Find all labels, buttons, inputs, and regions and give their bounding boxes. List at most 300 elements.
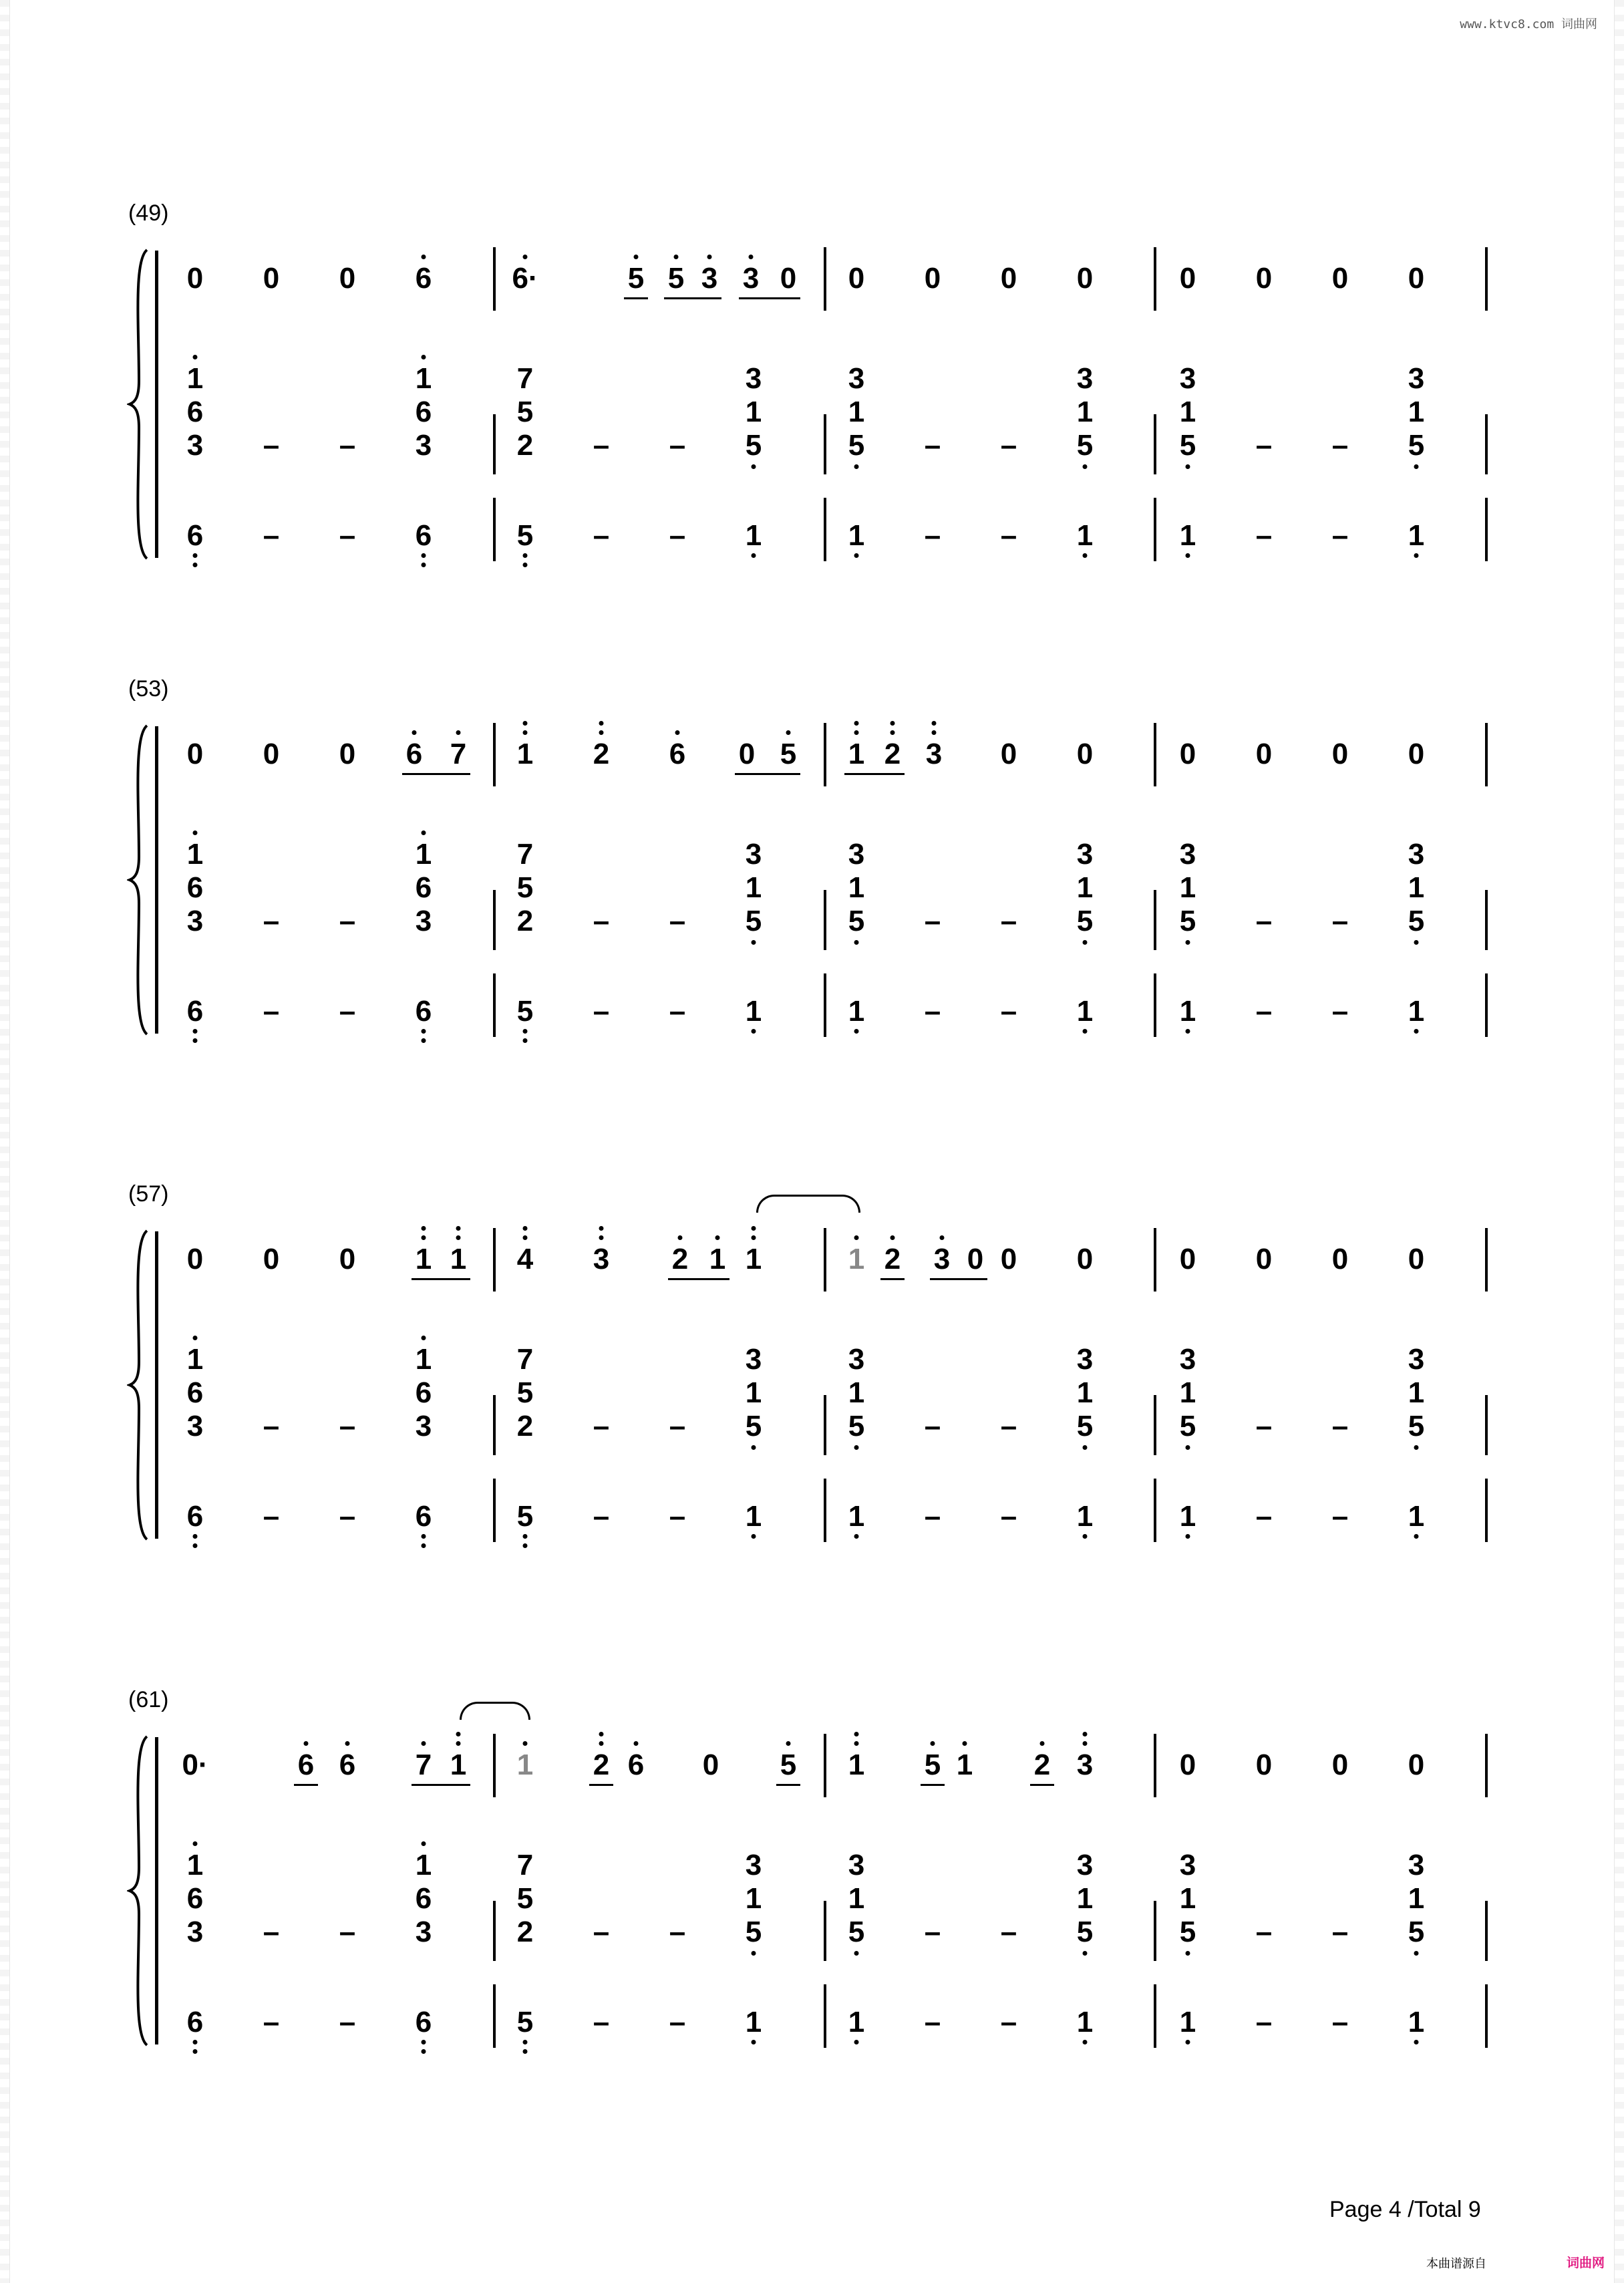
chord-note-top: 3 [1179,1343,1196,1376]
low-octave-dot [193,1543,198,1548]
melody-note: 1 [848,1748,865,1781]
chord-note-bottom: – [593,1916,610,1948]
chord-note-top: 1 [186,838,204,871]
melody-note: 1 [745,1243,762,1275]
melody-note: 0 [1179,738,1196,770]
octave-dot [675,730,680,735]
chord-note-bottom: – [263,905,280,937]
octave-dot [786,730,791,735]
bar-line [1154,247,1156,311]
low-octave-dot [854,464,859,469]
melody-note: 0 [967,1243,984,1275]
melody-note: 0 [1331,738,1349,770]
octave-dot [854,730,859,735]
bass-note: 1 [1408,1500,1425,1533]
system-brace-icon [127,247,154,561]
bass-note: – [1255,1500,1273,1533]
chord-note-bottom: 3 [415,1916,432,1948]
chord-note-bottom: 3 [186,429,204,462]
chord-note-top: 7 [516,1849,534,1881]
melody-note: 0 [1179,262,1196,295]
low-octave-dot [752,464,756,469]
chord-note-mid: 5 [516,871,534,904]
chord-note-top: 7 [516,1343,534,1376]
bass-note: 1 [1076,1500,1094,1533]
bar-line [1485,247,1488,311]
bass-note: 1 [745,995,762,1028]
melody-note: 1 [709,1243,726,1275]
chord-note-bottom: 2 [516,1410,534,1442]
chord-note-top: 7 [516,838,534,871]
melody-note: 0 [263,738,280,770]
low-octave-dot [1414,1534,1419,1539]
system-start-line [155,1231,158,1539]
octave-dot [599,721,604,726]
low-octave-dot [854,553,859,558]
bass-note: – [924,519,941,552]
melody-note: 0 [1408,738,1425,770]
bar-line [493,890,496,950]
low-octave-dot [1186,940,1190,945]
chord-note-mid: 6 [415,1376,432,1409]
chord-note-bottom: – [1000,429,1017,462]
chord-note-top: 3 [1408,1849,1425,1881]
chord-note-mid: 1 [1179,1882,1196,1915]
bar-line [493,1901,496,1961]
note-beam [739,297,800,299]
octave-dot [854,1732,859,1736]
octave-dot [599,1741,604,1746]
chord-note-bottom: 5 [1408,429,1425,462]
bar-line [824,1479,826,1542]
chord-note-bottom: 5 [1408,1410,1425,1442]
octave-dot [456,1732,461,1736]
low-octave-dot [854,1951,859,1956]
chord-note-bottom: 3 [186,1410,204,1442]
note-beam [402,773,470,775]
melody-note: 3 [742,262,760,295]
melody-note: 0 [1408,262,1425,295]
melody-note: 2 [884,738,901,770]
bass-note: 6 [415,1500,432,1533]
chord-note-bottom: 5 [1408,1916,1425,1948]
melody-note: 6 [339,1748,356,1781]
chord-note-bottom: – [1331,905,1349,937]
bass-note: 5 [516,995,534,1028]
chord-note-mid: 5 [516,396,534,428]
bar-line [824,890,826,950]
bar-line [493,1228,496,1291]
tie-slur [756,1195,860,1213]
bass-note: 1 [1179,519,1196,552]
melody-note: 0 [1179,1748,1196,1781]
chord-note-mid: 6 [186,1882,204,1915]
octave-dot [523,721,528,726]
chord-note-top: 3 [848,362,865,395]
low-octave-dot [752,940,756,945]
low-octave-dot [1083,464,1088,469]
chord-note-top: 1 [186,1849,204,1881]
chord-note-bottom: 5 [848,429,865,462]
octave-dot [854,1741,859,1746]
chord-note-bottom: – [924,1916,941,1948]
bass-note: 5 [516,2006,534,2038]
chord-note-bottom: – [593,905,610,937]
chord-note-bottom: 5 [745,1916,762,1948]
octave-dot [523,1741,528,1746]
bass-note: – [593,1500,610,1533]
bar-line [1154,1395,1156,1455]
chord-note-mid: 1 [1408,396,1425,428]
bar-line [1154,1734,1156,1797]
melody-note: 5 [627,262,645,295]
chord-note-bottom: 3 [415,429,432,462]
melody-note: 0 [186,262,204,295]
chord-note-mid: 1 [1179,871,1196,904]
melody-note: 0 [1076,738,1094,770]
chord-note-mid: 1 [848,1376,865,1409]
footer-site-logo: 词曲网 [1567,2256,1605,2270]
chord-note-top: 3 [745,362,762,395]
bass-note: 6 [415,519,432,552]
melody-note: 1 [956,1748,973,1781]
bass-note: 1 [1179,2006,1196,2038]
chord-note-mid: 6 [186,871,204,904]
system-brace-icon [127,1734,154,2048]
note-beam [921,1784,945,1786]
low-octave-dot [523,1038,528,1043]
low-octave-dot [1083,2040,1088,2044]
low-octave-dot [422,553,426,558]
low-octave-dot [1186,1029,1190,1034]
chord-note-top: 3 [1076,838,1094,871]
chord-note-top: 3 [745,1343,762,1376]
melody-note: 0· [182,1748,208,1781]
measure-number: (57) [128,1181,169,1207]
chord-note-bottom: 5 [1179,429,1196,462]
chord-note-mid: 1 [745,1882,762,1915]
chord-note-mid: 1 [1076,1376,1094,1409]
bar-line [1485,1734,1488,1797]
bass-note: 6 [186,1500,204,1533]
melody-note: 6 [297,1748,315,1781]
melody-note: 4 [516,1243,534,1275]
bar-line [1485,1984,1488,2048]
octave-dot [523,1226,528,1231]
octave-dot [456,730,461,735]
low-octave-dot [1083,1534,1088,1539]
chord-note-top: 3 [848,838,865,871]
note-beam [412,1784,470,1786]
bar-line [1154,1228,1156,1291]
low-octave-dot [752,2040,756,2044]
melody-note: 0 [1255,1748,1273,1781]
octave-dot [422,255,426,259]
octave-dot [940,1235,945,1240]
bar-line [1154,723,1156,786]
chord-note-mid: 1 [848,871,865,904]
chord-note-bottom: – [1255,429,1273,462]
octave-dot [599,730,604,735]
chord-note-mid: 6 [186,1376,204,1409]
note-beam [664,297,721,299]
chord-note-bottom: 5 [1076,1916,1094,1948]
chord-note-top: 1 [186,362,204,395]
bar-line [824,723,826,786]
octave-dot [854,721,859,726]
bar-line [493,1479,496,1542]
bar-line [493,1984,496,2048]
chord-note-top: 3 [1076,362,1094,395]
chord-note-bottom: 2 [516,1916,534,1948]
bass-note: – [1255,995,1273,1028]
note-beam [930,1278,987,1280]
note-beam [844,773,905,775]
system-brace-icon [127,723,154,1037]
octave-dot [1040,1741,1045,1746]
octave-dot [193,355,198,359]
low-octave-dot [1414,2040,1419,2044]
octave-dot [963,1741,967,1746]
bar-line [493,973,496,1037]
octave-dot [422,830,426,835]
low-octave-dot [193,2040,198,2044]
low-octave-dot [422,1038,426,1043]
octave-dot [599,1732,604,1736]
melody-note: 0 [1000,738,1017,770]
octave-dot [634,255,639,259]
note-beam [1030,1784,1054,1786]
melody-note: 3 [701,262,718,295]
chord-note-bottom: – [263,429,280,462]
page-number: Page 4 /Total 9 [1329,2197,1481,2222]
bass-note: – [1000,1500,1017,1533]
chord-note-bottom: 5 [1076,429,1094,462]
bass-note: – [339,1500,356,1533]
melody-note: 0 [186,1243,204,1275]
bass-note: – [924,995,941,1028]
chord-note-mid: 1 [1408,1882,1425,1915]
bar-line [1154,890,1156,950]
bass-note: – [593,995,610,1028]
bass-note: 1 [848,2006,865,2038]
chord-note-mid: 1 [745,396,762,428]
low-octave-dot [523,2040,528,2044]
low-octave-dot [1186,2040,1190,2044]
low-octave-dot [422,1534,426,1539]
bass-note: – [1000,2006,1017,2038]
melody-note: 6 [627,1748,645,1781]
low-octave-dot [523,1029,528,1034]
low-octave-dot [1414,464,1419,469]
octave-dot [422,1741,426,1746]
low-octave-dot [1083,553,1088,558]
melody-note: 5 [780,1748,797,1781]
low-octave-dot [1414,1951,1419,1956]
low-octave-dot [523,553,528,558]
bass-note: 1 [1076,2006,1094,2038]
chord-note-bottom: 5 [1179,1916,1196,1948]
octave-dot [193,1336,198,1340]
bar-line [1154,1984,1156,2048]
left-margin-strip [0,0,10,2283]
bar-line [824,973,826,1037]
octave-dot [523,1235,528,1240]
low-octave-dot [422,2049,426,2054]
chord-note-top: 3 [848,1849,865,1881]
system-brace-icon [127,1228,154,1542]
melody-note: 0 [1076,262,1094,295]
bar-line [1485,723,1488,786]
chord-note-mid: 1 [1179,396,1196,428]
low-octave-dot [1414,1445,1419,1450]
melody-note: 0 [263,1243,280,1275]
chord-note-top: 1 [415,1849,432,1881]
melody-note: 1 [415,1243,432,1275]
melody-note: 1 [516,738,534,770]
melody-note: 0 [924,262,941,295]
bass-note: 1 [1408,519,1425,552]
bar-line [824,414,826,474]
melody-note: 2 [593,738,610,770]
chord-note-bottom: – [669,1410,686,1442]
chord-note-top: 3 [745,1849,762,1881]
chord-note-bottom: 5 [745,429,762,462]
chord-note-bottom: 5 [1179,905,1196,937]
chord-note-bottom: – [924,905,941,937]
melody-note: 0 [1408,1243,1425,1275]
melody-note: 0 [702,1748,719,1781]
octave-dot [422,1226,426,1231]
chord-note-top: 3 [1179,838,1196,871]
bass-note: – [339,519,356,552]
bass-note: 1 [1076,519,1094,552]
chord-note-mid: 5 [516,1376,534,1409]
bass-note: – [669,995,686,1028]
chord-note-bottom: – [1255,1916,1273,1948]
low-octave-dot [854,1029,859,1034]
chord-note-bottom: 5 [1408,905,1425,937]
chord-note-bottom: – [263,1410,280,1442]
octave-dot [715,1235,720,1240]
bass-note: 6 [186,2006,204,2038]
bass-note: – [339,995,356,1028]
note-beam [776,1784,800,1786]
melody-note: 1 [450,1243,467,1275]
chord-note-bottom: 5 [1076,905,1094,937]
melody-note: 0 [1179,1243,1196,1275]
low-octave-dot [422,563,426,567]
chord-note-bottom: – [669,1916,686,1948]
low-octave-dot [193,1029,198,1034]
chord-note-bottom: 5 [848,1916,865,1948]
bass-note: – [1000,519,1017,552]
bar-line [1485,498,1488,561]
melody-note: 7 [415,1748,432,1781]
low-octave-dot [1186,1534,1190,1539]
melody-note: 1 [516,1748,534,1781]
melody-note: 0 [848,262,865,295]
system-start-line [155,1737,158,2044]
chord-note-bottom: – [669,905,686,937]
note-beam [624,297,648,299]
bar-line [824,1901,826,1961]
octave-dot [932,730,937,735]
bass-note: 1 [1179,995,1196,1028]
octave-dot [599,1235,604,1240]
chord-note-top: 3 [1076,1343,1094,1376]
melody-note: 2 [884,1243,901,1275]
low-octave-dot [854,1445,859,1450]
chord-note-bottom: 5 [1179,1410,1196,1442]
melody-note: 0 [186,738,204,770]
bass-note: – [924,1500,941,1533]
note-beam [589,1784,613,1786]
chord-note-bottom: – [1000,1410,1017,1442]
low-octave-dot [1083,1029,1088,1034]
melody-note: 3 [593,1243,610,1275]
chord-note-top: 3 [1179,362,1196,395]
chord-note-top: 3 [1408,838,1425,871]
chord-note-bottom: – [339,429,356,462]
chord-note-top: 1 [186,1343,204,1376]
melody-note: 0 [1000,262,1017,295]
octave-dot [634,1741,639,1746]
octave-dot [422,1235,426,1240]
bar-line [1154,973,1156,1037]
melody-note: 0 [1331,1748,1349,1781]
octave-dot [523,730,528,735]
bar-line [824,498,826,561]
chord-note-bottom: – [924,429,941,462]
low-octave-dot [1414,940,1419,945]
chord-note-mid: 1 [848,1882,865,1915]
low-octave-dot [523,1543,528,1548]
bass-note: – [263,2006,280,2038]
chord-note-top: 3 [848,1343,865,1376]
melody-note: 1 [848,738,865,770]
bass-note: – [1331,519,1349,552]
bass-note: – [593,519,610,552]
bass-note: 5 [516,1500,534,1533]
chord-note-bottom: – [1255,1410,1273,1442]
bass-note: – [1331,2006,1349,2038]
note-beam [294,1784,318,1786]
octave-dot [749,255,754,259]
octave-dot [931,1741,935,1746]
octave-dot [890,730,895,735]
chord-note-mid: 1 [1076,396,1094,428]
melody-note: 1 [450,1748,467,1781]
melody-note: 5 [924,1748,941,1781]
melody-note: 0 [339,262,356,295]
bar-line [824,247,826,311]
chord-note-bottom: 5 [848,1410,865,1442]
bass-note: – [1331,1500,1349,1533]
bass-note: – [1255,2006,1273,2038]
melody-note: 0 [1255,738,1273,770]
melody-note: 0 [1255,1243,1273,1275]
low-octave-dot [523,2049,528,2054]
chord-note-bottom: – [339,905,356,937]
melody-note: 0 [1331,1243,1349,1275]
low-octave-dot [854,2040,859,2044]
bass-note: – [669,519,686,552]
low-octave-dot [1083,940,1088,945]
octave-dot [456,1235,461,1240]
chord-note-mid: 1 [745,871,762,904]
octave-dot [854,1235,859,1240]
